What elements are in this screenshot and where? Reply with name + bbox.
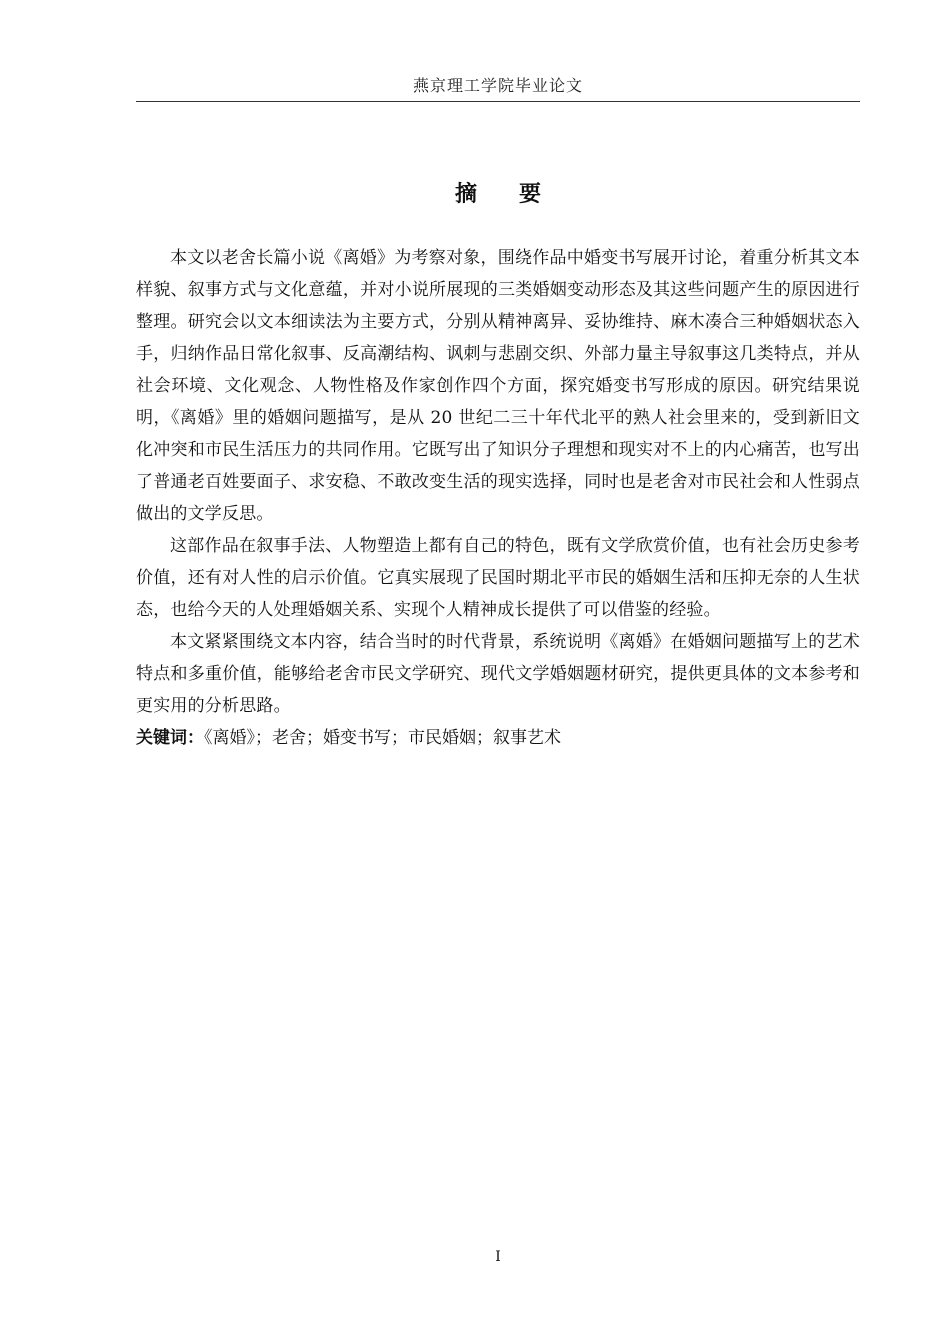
keywords-text: 《离婚》；老舍；婚变书写；市民婚姻；叙事艺术 (204, 728, 561, 748)
running-header: 燕京理工学院毕业论文 (412, 76, 583, 95)
abstract-body (136, 242, 860, 754)
abstract-paragraph-3: 本文紧紧围绕文本内容，结合当时的时代背景，系统说明《离婚》在婚姻问题描写上的艺术特点和多重价值，能够给老舍市民文学研究、现代文学婚姻题材研究，提供更具体的文本参考和更实用的分析思路。 (136, 632, 860, 716)
abstract-title (136, 178, 860, 212)
abstract-paragraph-1: 本文以老舍长篇小说《离婚》为考察对象，围绕作品中婚变书写展开讨论，着重分析其文本样貌、叙事方式与文化意蕴，并对小说所展现的三类婚姻变动形态及其这些问题产生的原因进行整理。研究会以文本细读法为主要方式，分别从精神离异、妥协维持、麻木凑合三种婚姻状态入手，归纳作品日常化叙事、反高潮结构、讽刺与悲剧交织、外部力量主导叙事这几类特点，并从社会环境、文化观念、人物性格及作家创作四个方面，探究婚变书写形成的原因。研究结果说明，《离婚》里的婚姻问题描写，是从 20 世纪二三十年代北平的熟人社会里来的，受到新旧文化冲突和市民生活压力的共同作用。它既写出了知识分子理想和现实对不上的内心痛苦，也写出了普通老百姓要面子、求安稳、不敢改变生活的现实选择，同时也是老舍对市民社会和人性弱点做出的文学反思。 (136, 248, 860, 524)
abstract-title-right: 要 (519, 182, 542, 207)
keywords-line (136, 722, 860, 754)
abstract-title-left: 摘 (454, 182, 477, 207)
abstract-paragraph-2: 这部作品在叙事手法、人物塑造上都有自己的特色，既有文学欣赏价值，也有社会历史参考价值，还有对人性的启示价值。它真实展现了民国时期北平市民的婚姻生活和压抑无奈的人生状态，也给今天的人处理婚姻关系、实现个人精神成长提供了可以借鉴的经验。 (136, 536, 860, 620)
page-number: I (495, 1249, 501, 1265)
header-rule (136, 101, 860, 102)
keywords-label: 关键词： (136, 728, 204, 748)
